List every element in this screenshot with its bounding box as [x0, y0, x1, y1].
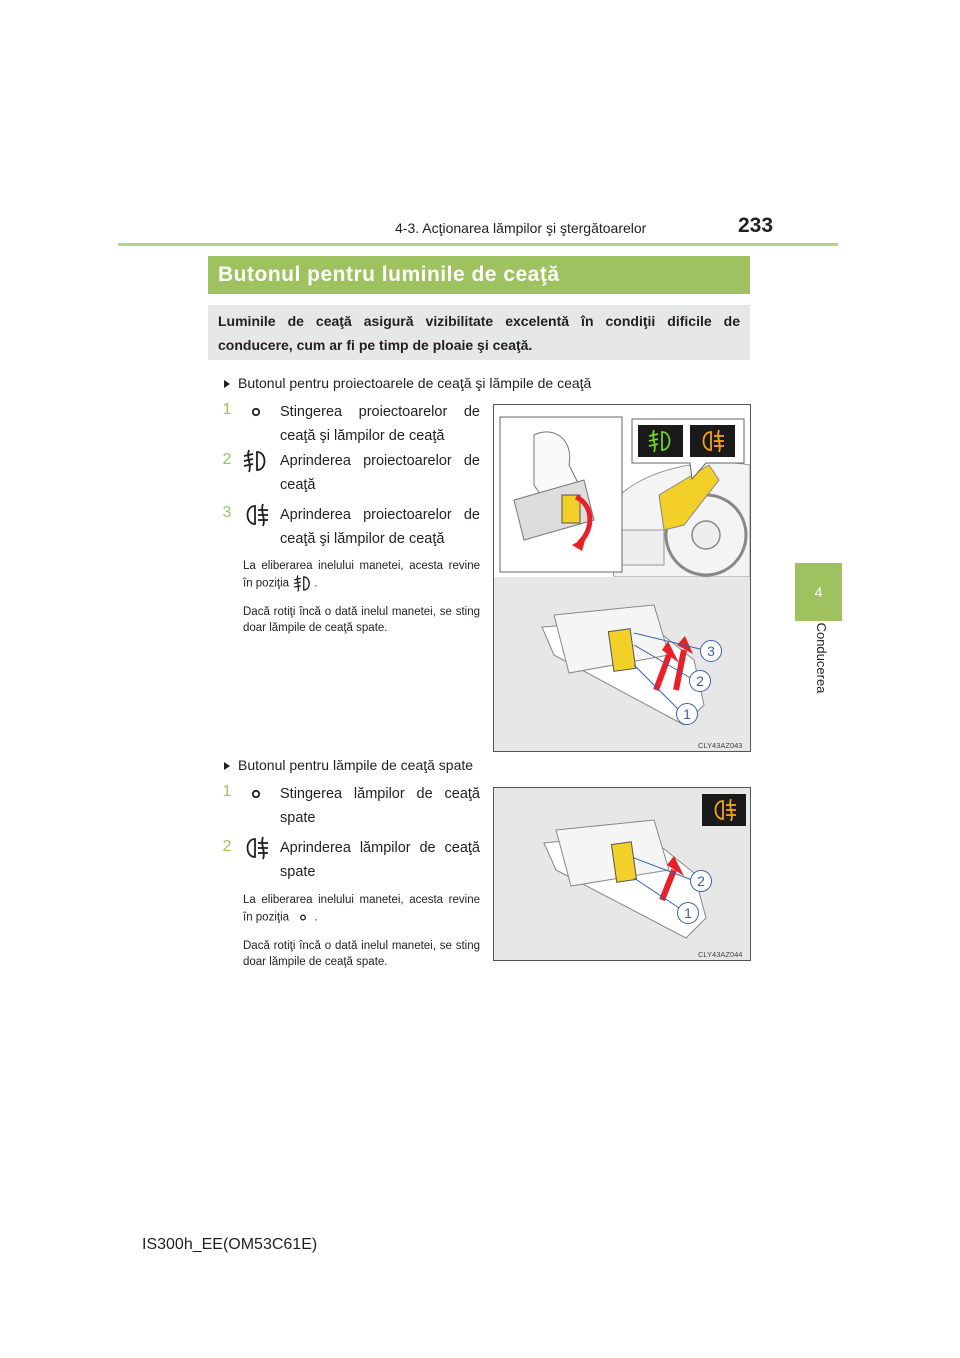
- figure-illustration: [494, 405, 750, 751]
- intro-box: Luminile de ceaţă asigură vizibilitate excelentă în condiţii dificile de conducere, cum ar fi pe timp de ploaie şi ceaţă.: [208, 305, 750, 360]
- front-fog-icon: [292, 574, 314, 593]
- section1-heading: [224, 375, 591, 391]
- header-rule: [118, 243, 838, 246]
- off-icon: [241, 781, 271, 807]
- rear-fog-icon: [241, 835, 271, 861]
- chapter-label: Conducerea: [814, 622, 829, 694]
- chapter-tab[interactable]: [795, 563, 842, 621]
- item-number: 2: [222, 451, 232, 468]
- release-note-end: .: [314, 577, 318, 590]
- item-text: Aprinderea proiectoarelor de ceaţă: [280, 453, 480, 493]
- release-note: [243, 558, 480, 593]
- triangle-bullet-icon: [224, 380, 230, 388]
- off-icon: [241, 399, 271, 425]
- section2-heading: [224, 757, 473, 773]
- figure-illustration: [494, 788, 750, 960]
- release-note: [243, 892, 480, 927]
- rear-fog-indicator: [690, 425, 735, 457]
- release-note-text: La eliberarea inelului manetei, acesta revine în poziţia: [243, 560, 480, 590]
- rear-fog-icon: [241, 502, 271, 528]
- item-text: Aprinderea proiectoarelor de ceaţă şi lămpilor de ceaţă: [280, 507, 480, 547]
- section2-heading-text: Butonul pentru lămpile de ceaţă spate: [238, 757, 474, 773]
- document-code: IS300h_EE(OM53C61E): [142, 1236, 318, 1253]
- callout-1: 1: [677, 902, 699, 924]
- page-title: Butonul pentru luminile de ceaţă: [208, 256, 750, 294]
- item-number: 2: [222, 838, 232, 855]
- callout-1: 1: [676, 703, 698, 725]
- figure-fog-switch: [493, 404, 751, 752]
- rotate-note: Dacă rotiţi încă o dată inelul manetei, se sting doar lămpile de ceaţă spate.: [243, 940, 480, 968]
- figure-rear-fog-switch: [493, 787, 751, 961]
- item-text: Stingerea lămpilor de ceaţă spate: [280, 786, 480, 826]
- item-number: 3: [222, 504, 232, 521]
- figure-code: CLY43AZ043: [698, 741, 743, 750]
- rear-fog-indicator: [702, 794, 746, 826]
- off-icon: [292, 908, 314, 927]
- page-number: 233: [738, 214, 774, 237]
- front-fog-icon: [241, 448, 271, 474]
- section-header: 4-3. Acţionarea lămpilor şi ştergătoarelor: [395, 220, 647, 236]
- callout-3: 3: [700, 640, 722, 662]
- figure-code: CLY43AZ044: [698, 950, 743, 959]
- item-number: 1: [222, 783, 232, 800]
- front-fog-indicator: [638, 425, 683, 457]
- callout-2: 2: [689, 670, 711, 692]
- callout-2: 2: [690, 870, 712, 892]
- release-note-text: La eliberarea inelului manetei, acesta revine în poziţia: [243, 894, 480, 924]
- item-text: Aprinderea lămpilor de ceaţă spate: [280, 840, 480, 880]
- section1-heading-text: Butonul pentru proiectoarele de ceaţă şi lămpile de ceaţă: [238, 375, 592, 391]
- rotate-note: Dacă rotiţi încă o dată inelul manetei, se sting doar lămpile de ceaţă spate.: [243, 606, 480, 634]
- chapter-number: 4: [814, 584, 823, 600]
- release-note-end: .: [314, 911, 318, 924]
- item-text: Stingerea proiectoarelor de ceaţă şi lămpilor de ceaţă: [280, 404, 480, 444]
- item-number: 1: [222, 401, 232, 418]
- triangle-bullet-icon: [224, 762, 230, 770]
